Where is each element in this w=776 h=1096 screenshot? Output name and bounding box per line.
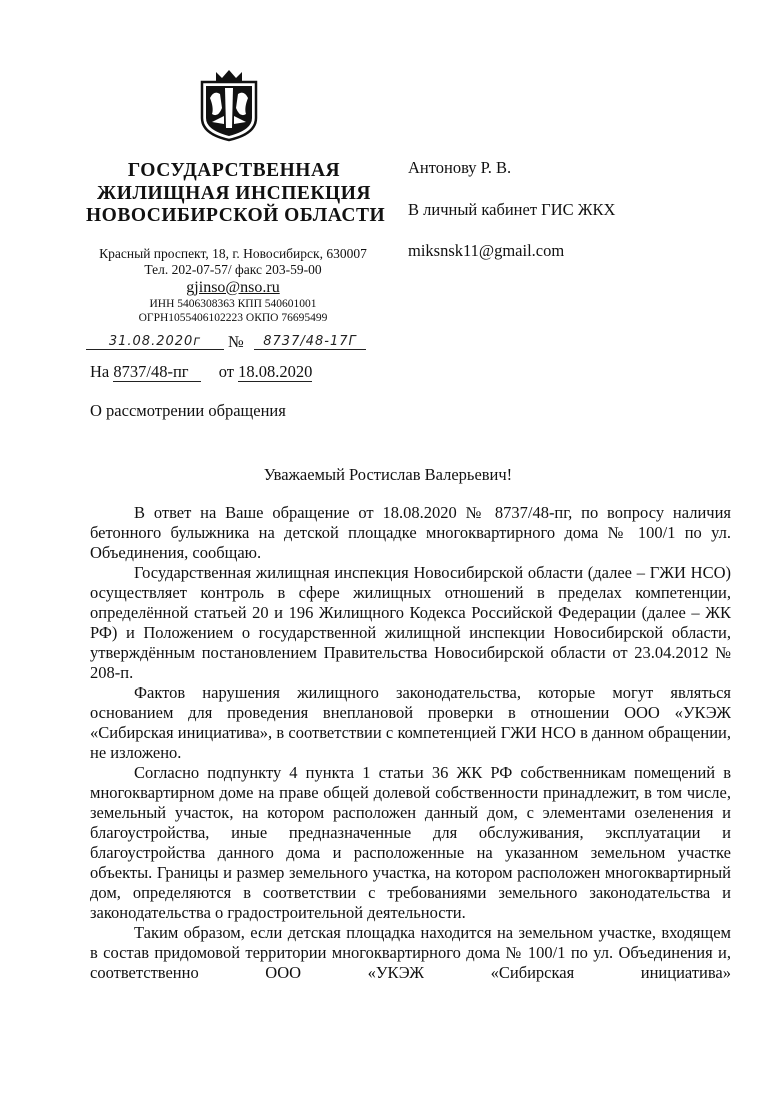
reference-number: 8737/48-пг — [113, 362, 200, 382]
coat-of-arms-icon — [196, 68, 262, 142]
paragraph-1: В ответ на Ваше обращение от 18.08.2020 № 8737/48-пг, по вопросу наличия бетонного булыжника на детской площадке многоквартирного дома № 100/1 по ул. Объединения, сообщаю. — [90, 503, 731, 562]
paragraph-3: Фактов нарушения жилищного законодательства, которые могут являться основанием для проведения внеплановой проверки в отношении ООО «УКЭЖ «Сибирская инициатива», в соответствии с компетенцией ГЖИ НСО в данном обращении, не изложено. — [90, 683, 731, 762]
outgoing-number: 8737/48-17Г — [254, 334, 366, 350]
recipient-email: miksnsk11@gmail.com — [408, 241, 565, 260]
organization-name — [86, 160, 386, 228]
paragraph-4: Согласно подпункту 4 пункта 1 статьи 36 ЖК РФ собственникам помещений в многоквартирном доме на праве общей долевой собственности принадлежит, в том числе, земельный участок, на котором расположен данный дом, с элементами озеленения и благоустройства, иные предназначенные для обслуживания, эксплуатации и благоустройства данного дома и расположенные на указанном земельном участке объекты. Границы и размер земельного участка, на котором расположен многоквартирный дом, определяются в соответствии с требованиями земельного законодательства и законодательства о градостроительной деятельности. — [90, 763, 731, 922]
org-ogrn: ОГРН1055406102223 ОКПО 76695499 — [138, 312, 328, 324]
reference-prefix: На — [90, 362, 110, 381]
recipient-name: Антонову Р. В. — [408, 158, 512, 177]
letter-body — [90, 503, 731, 983]
recipient-cabinet: В личный кабинет ГИС ЖКХ — [408, 200, 616, 219]
reference-date: 18.08.2020 — [238, 362, 313, 381]
org-contacts — [80, 246, 386, 325]
outgoing-number-label: № — [228, 332, 244, 351]
org-line-1: ГОСУДАРСТВЕННАЯ — [127, 160, 341, 181]
greeting: Уважаемый Ростислав Валерьевич! — [263, 465, 513, 484]
org-email-link[interactable]: gjinso@nso.ru — [186, 279, 280, 296]
org-phone: Тел. 202-07-57/ факс 203-59-00 — [144, 262, 322, 277]
outgoing-date: 31.08.2020г — [86, 334, 224, 350]
org-address: Красный проспект, 18, г. Новосибирск, 630007 — [99, 246, 367, 261]
org-line-3: НОВОСИБИРСКОЙ ОБЛАСТИ — [86, 205, 386, 226]
org-inn: ИНН 5406308363 КПП 540601001 — [149, 298, 317, 310]
outgoing-registration — [86, 332, 376, 354]
org-line-2: ЖИЛИЩНАЯ ИНСПЕКЦИЯ — [97, 182, 371, 204]
reference-from: от — [218, 362, 234, 381]
letter-subject: О рассмотрении обращения — [90, 401, 286, 420]
paragraph-5: Таким образом, если детская площадка находится на земельном участке, входящем в состав придомовой территории многоквартирного дома № 100/1 по ул. Объединения и, соответственно ООО «УКЭЖ «Сибирская инициатива» — [90, 923, 731, 982]
paragraph-2: Государственная жилищная инспекция Новосибирской области (далее – ГЖИ НСО) осуществляет контроль в сфере жилищных отношений в пределах компетенции, определённой статьей 20 и 196 Жилищного Кодекса Российской Федерации (далее – ЖК РФ) и Положением о государственной жилищной инспекции Новосибирской области, утверждённым постановлением Правительства Новосибирской области от 23.04.2012 № 208-п. — [90, 563, 731, 682]
reference-line — [90, 362, 312, 382]
